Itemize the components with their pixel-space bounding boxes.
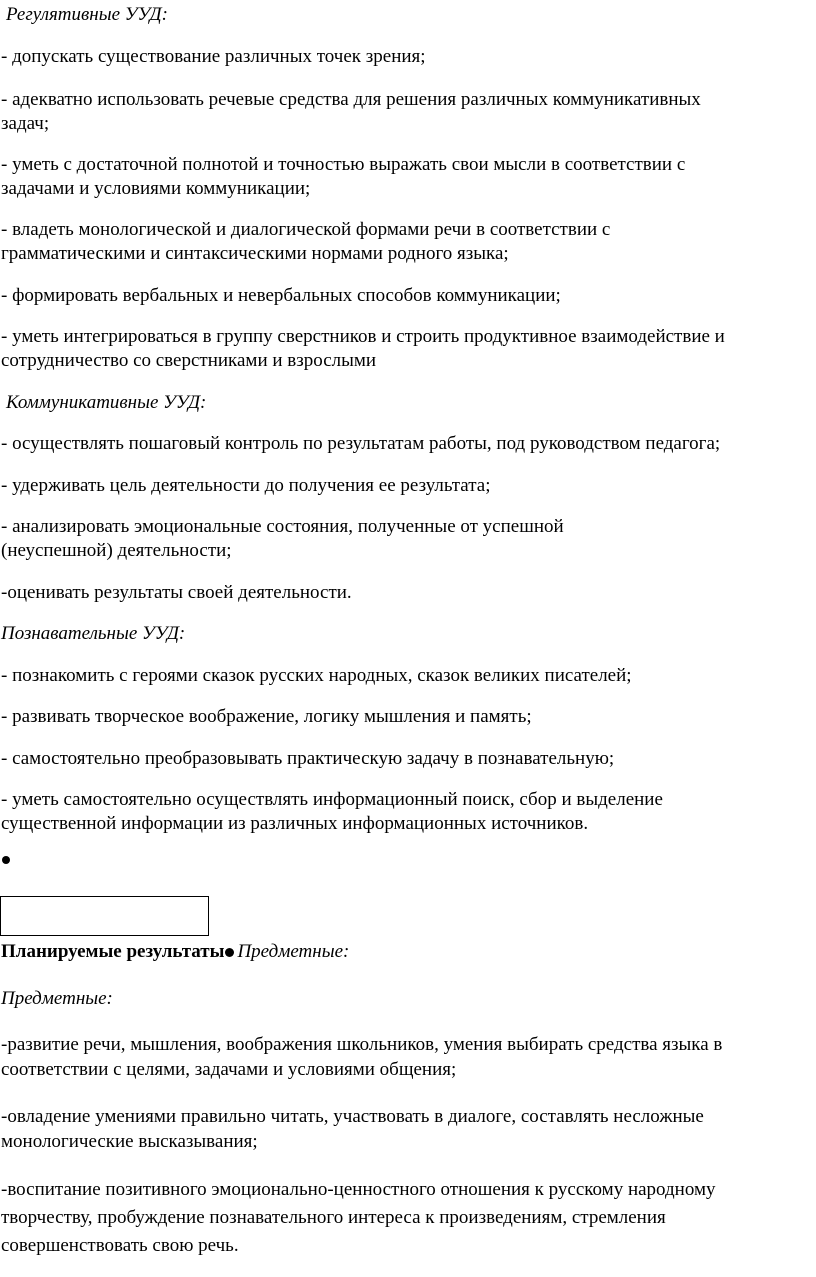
subject-item-2-cont: монологические высказывания; <box>1 1131 258 1152</box>
regulative-item-6: - уметь интегрироваться в группу сверстников и строить продуктивное взаимодействие и <box>1 326 725 347</box>
regulative-item-4-cont: грамматическими и синтаксическими нормами родного языка; <box>1 243 509 264</box>
subject-item-3-cont: творчеству, пробуждение познавательного интереса к произведениям, стремления <box>1 1207 666 1228</box>
regulative-item-6-cont: сотрудничество со сверстниками и взрослыми <box>1 350 377 371</box>
regulative-item-2-cont: задач; <box>1 113 50 134</box>
cognitive-item-1: - познакомить с героями сказок русских народных, сказок великих писателей; <box>1 665 632 686</box>
communicative-item-4: -оценивать результаты своей деятельности. <box>1 582 352 603</box>
cognitive-item-4: - уметь самостоятельно осуществлять информационный поиск, сбор и выделение <box>1 789 663 810</box>
cognitive-item-3: - самостоятельно преобразовывать практическую задачу в познавательную; <box>1 748 615 769</box>
communicative-heading: Коммуникативные УУД: <box>6 392 207 413</box>
planned-results-label: Планируемые результаты <box>1 941 225 962</box>
subject-item-1-cont: соответствии с целями, задачами и условиями общения; <box>1 1059 457 1080</box>
cognitive-item-2: - развивать творческое воображение, логику мышления и память; <box>1 706 532 727</box>
subject-item-2: -овладение умениями правильно читать, участвовать в диалоге, составлять несложные <box>1 1106 704 1127</box>
communicative-item-2: - удерживать цель деятельности до получения ее результата; <box>1 475 491 496</box>
subject-item-3: -воспитание позитивного эмоционально-ценностного отношения к русскому народному <box>1 1179 716 1200</box>
communicative-item-3: - анализировать эмоциональные состояния, полученные от успешной <box>1 516 564 537</box>
communicative-item-3-cont: (неуспешной) деятельности; <box>1 540 232 561</box>
bullet-dot-inline <box>225 948 234 957</box>
regulative-item-4: - владеть монологической и диалогической формами речи в соответствии с <box>1 219 611 240</box>
bullet-dot <box>2 856 10 864</box>
cognitive-item-4-cont: существенной информации из различных информационных источников. <box>1 813 589 834</box>
communicative-item-1: - осуществлять пошаговый контроль по результатам работы, под руководством педагога; <box>1 433 721 454</box>
subject-item-3-cont-2: совершенствовать свою речь. <box>1 1235 239 1256</box>
subject-heading: Предметные: <box>1 988 113 1009</box>
regulative-item-5: - формировать вербальных и невербальных способов коммуникации; <box>1 285 561 306</box>
planned-results-line <box>1 939 349 964</box>
regulative-item-3: - уметь с достаточной полнотой и точностью выражать свои мысли в соответствии с <box>1 154 686 175</box>
subject-item-1: -развитие речи, мышления, воображения школьников, умения выбирать средства языка в <box>1 1034 723 1055</box>
subject-inline-label: Предметные: <box>237 941 350 962</box>
regulative-item-2: - адекватно использовать речевые средства для решения различных коммуникативных <box>1 89 701 110</box>
regulative-item-3-cont: задачами и условиями коммуникации; <box>1 178 311 199</box>
regulative-item-1: - допускать существование различных точек зрения; <box>1 46 426 67</box>
cognitive-heading: Познавательные УУД: <box>1 623 186 644</box>
regulative-heading: Регулятивные УУД: <box>6 4 168 25</box>
empty-frame <box>0 896 209 936</box>
